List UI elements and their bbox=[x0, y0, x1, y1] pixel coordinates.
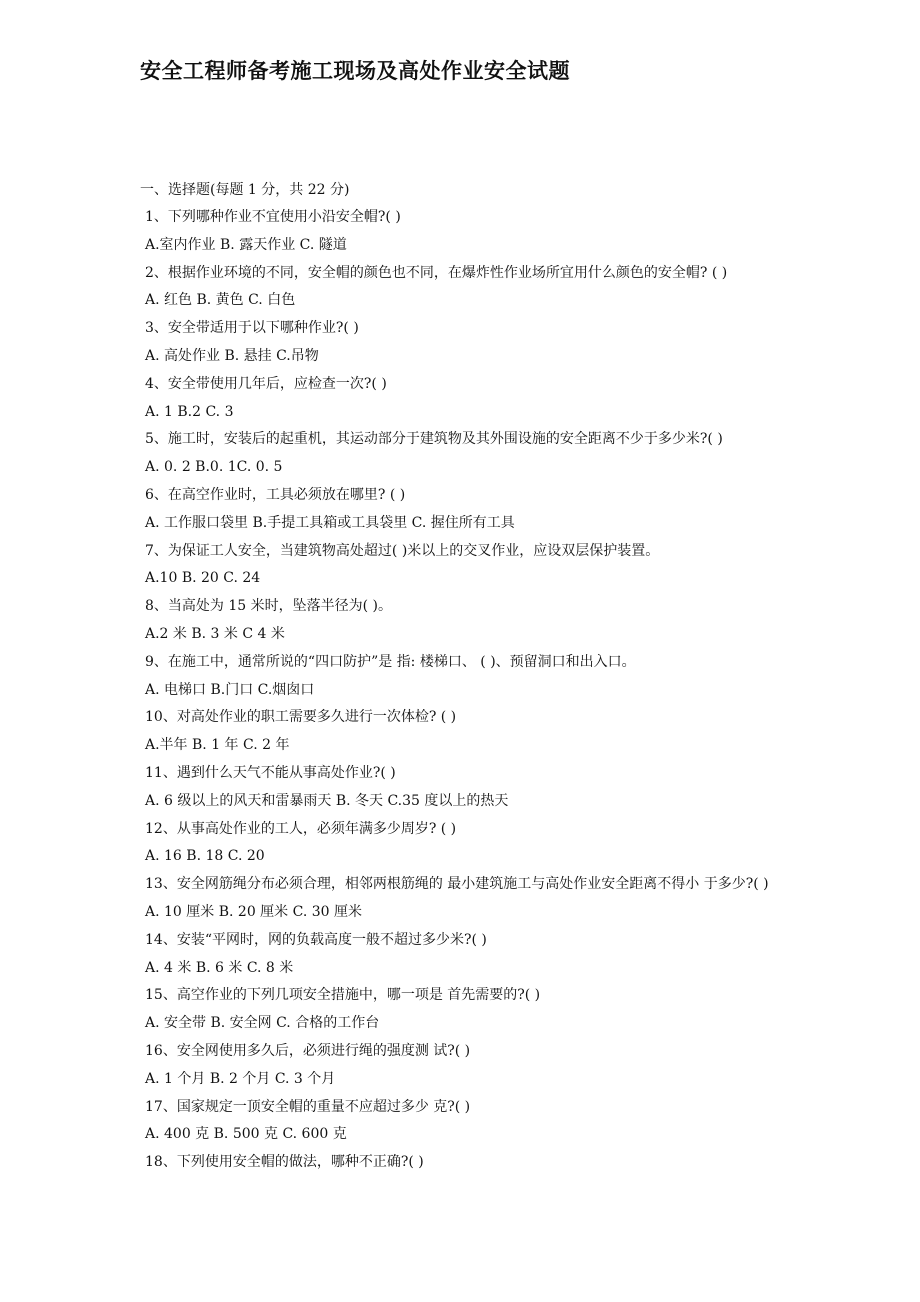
question-text: 16、安全网使用多久后，必须进行绳的强度测 试?( ) bbox=[145, 1042, 471, 1059]
question-text: 6、在高空作业时，工具必须放在哪里? ( ) bbox=[145, 486, 406, 503]
answer-options: A. 16 B. 18 C. 20 bbox=[145, 848, 265, 865]
question-item bbox=[145, 371, 769, 427]
question-text: 9、在施工中，通常所说的“四口防护”是 指: 楼梯口、 ( )、预留洞口和出入口。 bbox=[145, 653, 636, 670]
question-text: 8、当高处为 15 米时，坠落半径为( )。 bbox=[145, 598, 392, 615]
answer-options: A.2 米 B. 3 米 C 4 米 bbox=[145, 625, 285, 642]
answer-options: A. 安全带 B. 安全网 C. 合格的工作台 bbox=[145, 1015, 380, 1032]
answer-options: A. 4 米 B. 6 米 C. 8 米 bbox=[145, 959, 294, 976]
question-item bbox=[145, 927, 769, 983]
question-list bbox=[145, 204, 769, 1177]
question-item bbox=[145, 816, 769, 872]
question-item bbox=[145, 1038, 769, 1094]
question-item bbox=[145, 760, 769, 816]
section-heading: 一、选择题(每题 1 分，共 22 分) bbox=[140, 182, 350, 198]
answer-options: A.10 B. 20 C. 24 bbox=[145, 570, 261, 587]
question-item bbox=[145, 1149, 769, 1177]
question-item bbox=[145, 315, 769, 371]
answer-options: A. 1 个月 B. 2 个月 C. 3 个月 bbox=[145, 1070, 336, 1087]
question-item bbox=[145, 982, 769, 1038]
question-item bbox=[145, 538, 769, 594]
question-text: 5、施工时，安装后的起重机，其运动部分于建筑物及其外围设施的安全距离不少于多少米?( ) bbox=[145, 431, 723, 448]
answer-options: A. 工作服口袋里 B.手提工具箱或工具袋里 C. 握住所有工具 bbox=[145, 514, 515, 531]
question-text: 18、下列使用安全帽的做法，哪种不正确?( ) bbox=[145, 1154, 424, 1171]
question-item bbox=[145, 1094, 769, 1150]
answer-options: A. 400 克 B. 500 克 C. 600 克 bbox=[145, 1126, 347, 1143]
question-item bbox=[145, 426, 769, 482]
document-title: 安全工程师备考施工现场及高处作业安全试题 bbox=[140, 59, 570, 83]
answer-options: A. 6 级以上的风天和雷暴雨天 B. 冬天 C.35 度以上的热天 bbox=[145, 792, 509, 809]
answer-options: A. 10 厘米 B. 20 厘米 C. 30 厘米 bbox=[145, 903, 363, 920]
answer-options: A.半年 B. 1 年 C. 2 年 bbox=[145, 737, 290, 754]
question-text: 15、高空作业的下列几项安全措施中，哪一项是 首先需要的?( ) bbox=[145, 987, 541, 1004]
answer-options: A. 0. 2 B.0. 1C. 0. 5 bbox=[145, 459, 283, 476]
question-item bbox=[145, 871, 769, 927]
question-text: 2、根据作业环境的不同，安全帽的颜色也不同，在爆炸性作业场所宜用什么颜色的安全帽? ( ) bbox=[145, 264, 728, 281]
answer-options: A. 高处作业 B. 悬挂 C.吊物 bbox=[145, 347, 319, 364]
question-text: 4、安全带使用几年后，应检查一次?( ) bbox=[145, 375, 387, 392]
answer-options: A. 红色 B. 黄色 C. 白色 bbox=[145, 292, 296, 309]
question-text: 17、国家规定一顶安全帽的重量不应超过多少 克?( ) bbox=[145, 1098, 471, 1115]
answer-options: A. 1 B.2 C. 3 bbox=[145, 403, 234, 420]
question-item bbox=[145, 482, 769, 538]
question-text: 7、为保证工人安全，当建筑物高处超过( )米以上的交叉作业，应设双层保护装置。 bbox=[145, 542, 660, 559]
question-text: 14、安装“平网时，网的负载高度一般不超过多少米?( ) bbox=[145, 931, 487, 948]
answer-options: A.室内作业 B. 露天作业 C. 隧道 bbox=[145, 236, 347, 253]
question-text: 10、对高处作业的职工需要多久进行一次体检? ( ) bbox=[145, 709, 457, 726]
question-item bbox=[145, 593, 769, 649]
question-text: 12、从事高处作业的工人，必须年满多少周岁? ( ) bbox=[145, 820, 457, 837]
question-item bbox=[145, 704, 769, 760]
question-text: 11、遇到什么天气不能从事高处作业?( ) bbox=[145, 764, 396, 781]
question-item bbox=[145, 260, 769, 316]
question-item bbox=[145, 204, 769, 260]
question-text: 3、安全带适用于以下哪种作业?( ) bbox=[145, 320, 359, 337]
question-item bbox=[145, 649, 769, 705]
question-text: 13、安全网筋绳分布必须合理，相邻两根筋绳的 最小建筑施工与高处作业安全距离不得小 于多少?( ) bbox=[145, 876, 769, 893]
answer-options: A. 电梯口 B.门口 C.烟囱口 bbox=[145, 681, 315, 698]
question-text: 1、下列哪种作业不宜使用小沿安全帽?( ) bbox=[145, 209, 401, 225]
